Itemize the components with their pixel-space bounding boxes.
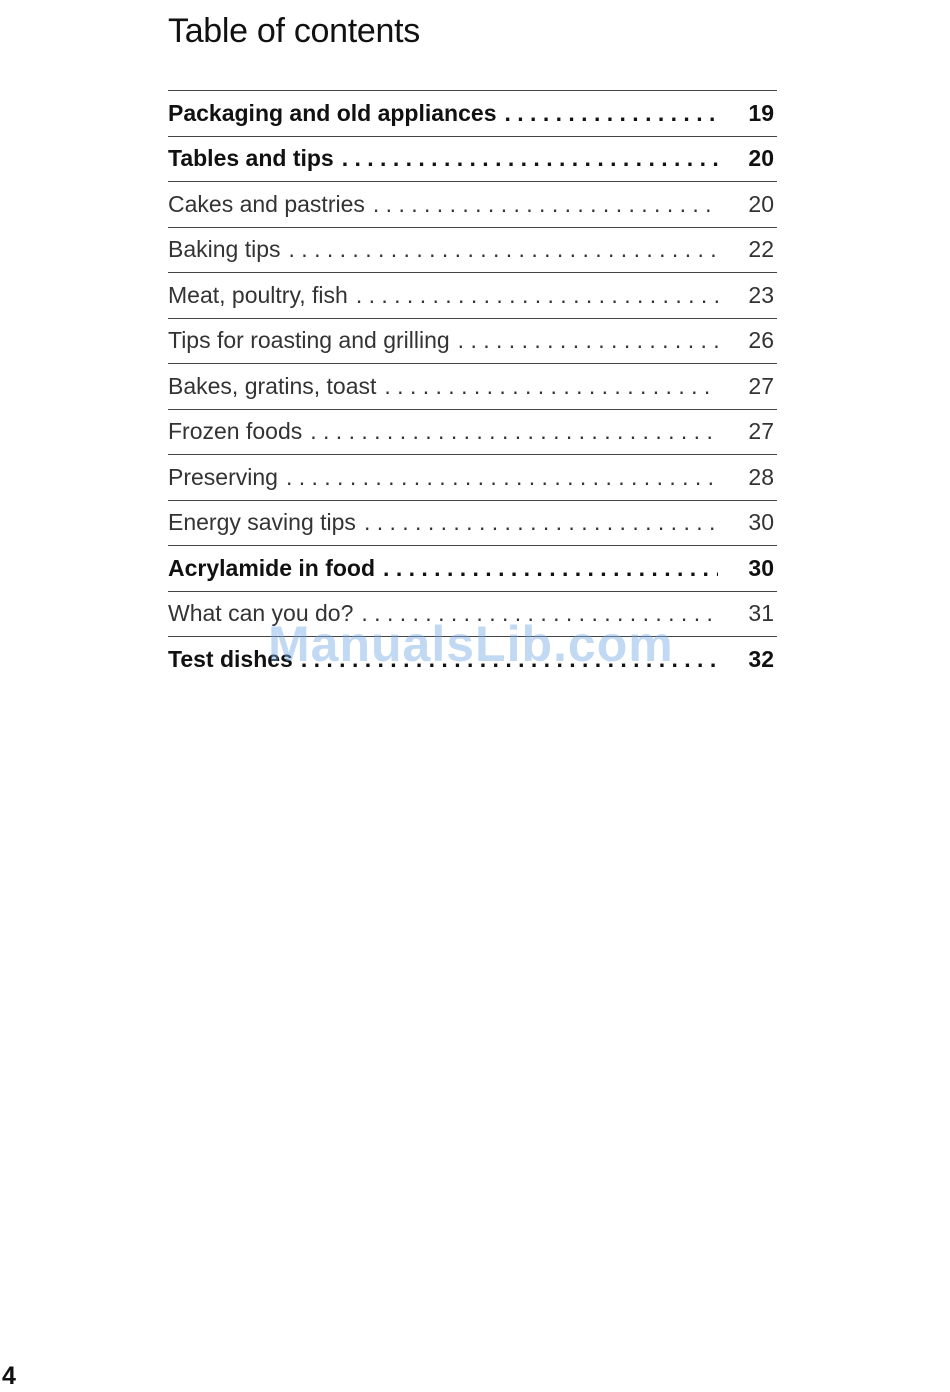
toc-entry-page: 32 [748,646,774,673]
dot-leader [356,282,718,309]
toc-entry-label: Baking tips [168,236,281,263]
watermark: ManualsLib.com [268,616,674,672]
table-of-contents [168,90,777,683]
toc-entry[interactable] [168,364,777,410]
toc-entry[interactable] [168,319,777,365]
page-title: Table of contents [168,12,420,50]
toc-entry[interactable] [168,137,777,183]
dot-leader [310,418,718,445]
toc-entry-label: Packaging and old appliances [168,99,497,126]
toc-entry-page: 27 [748,372,774,399]
toc-entry-page: 30 [748,509,774,536]
dot-leader [286,464,718,491]
toc-entry-page: 20 [748,145,774,172]
dot-leader [373,191,718,218]
toc-entry[interactable] [168,410,777,456]
toc-entry-label: Tips for roasting and grilling [168,327,450,354]
toc-entry-label: Energy saving tips [168,509,356,536]
toc-entry-label: Frozen foods [168,418,303,445]
toc-entry[interactable] [168,182,777,228]
toc-entry[interactable] [168,273,777,319]
toc-entry-page: 26 [748,327,774,354]
toc-entry-label: Acrylamide in food [168,554,376,581]
toc-entry-label: Tables and tips [168,145,334,172]
toc-entry[interactable] [168,91,777,137]
dot-leader [342,145,718,172]
toc-entry-label: What can you do? [168,600,354,627]
dot-leader [301,646,718,673]
toc-entry-label: Test dishes [168,646,293,673]
toc-entry[interactable] [168,501,777,547]
toc-entry[interactable] [168,637,777,683]
toc-entry[interactable] [168,455,777,501]
toc-entry-label: Preserving [168,463,278,490]
dot-leader [384,373,718,400]
dot-leader [504,100,718,127]
dot-leader [383,555,718,582]
toc-entry-page: 23 [748,281,774,308]
toc-entry[interactable] [168,228,777,274]
toc-entry-page: 28 [748,463,774,490]
toc-entry-label: Bakes, gratins, toast [168,372,377,399]
toc-entry-label: Cakes and pastries [168,190,365,217]
dot-leader [289,236,718,263]
toc-entry-page: 19 [748,99,774,126]
toc-entry[interactable] [168,546,777,592]
dot-leader [364,509,718,536]
toc-entry-page: 20 [748,190,774,217]
toc-entry-page: 30 [748,554,774,581]
toc-entry-label: Meat, poultry, fish [168,281,348,308]
toc-entry-page: 31 [748,600,774,627]
page-number: 4 [2,1362,16,1390]
toc-entry[interactable] [168,592,777,638]
dot-leader [361,600,718,627]
toc-entry-page: 22 [748,236,774,263]
dot-leader [458,327,718,354]
toc-entry-page: 27 [748,418,774,445]
